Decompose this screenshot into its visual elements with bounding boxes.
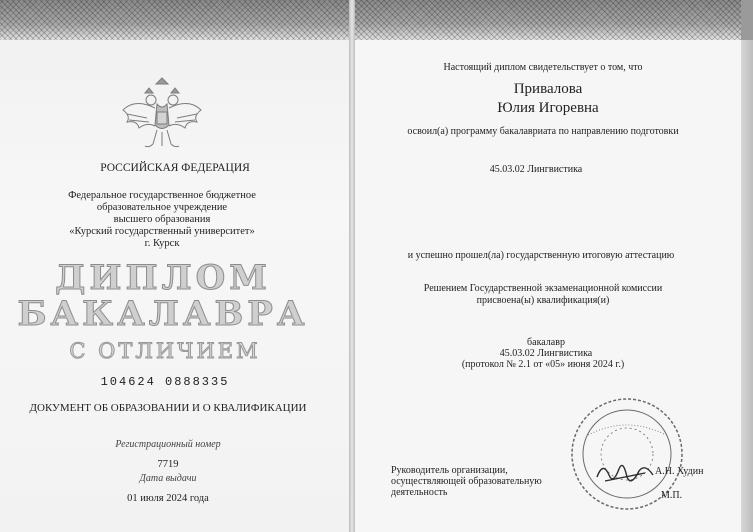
diploma-title: ДИПЛОМ bbox=[55, 258, 271, 298]
serial-number: 104624 0888335 bbox=[100, 375, 230, 389]
director-title-line-3: деятельность bbox=[391, 487, 448, 498]
institution-line-2: образовательное учреждение bbox=[96, 202, 228, 213]
director-name: А.Н. Худин bbox=[655, 466, 704, 477]
commission-decision-line-2: присвоена(ы) квалификация(и) bbox=[476, 295, 610, 306]
qualification-degree: бакалавр bbox=[527, 337, 565, 348]
registration-number: 7719 bbox=[157, 459, 179, 470]
graduate-surname: Привалова bbox=[513, 81, 583, 97]
honors-label: С ОТЛИЧИЕМ bbox=[69, 339, 261, 363]
diploma-content-page bbox=[355, 0, 741, 532]
issue-date-label: Дата выдачи bbox=[139, 473, 197, 484]
stamp-place-label: М.П. bbox=[661, 490, 683, 501]
institution-line-4: «Курский государственный университет» bbox=[69, 226, 255, 237]
institution-line-3: высшего образования bbox=[113, 214, 211, 225]
intro-text: Настоящий диплом свидетельствует о том, что bbox=[443, 62, 643, 73]
institution-line-1: Федеральное государственное бюджетное bbox=[68, 190, 256, 201]
institution-line-5: г. Курск bbox=[144, 238, 180, 249]
director-title-line-1: Руководитель организации, bbox=[391, 465, 508, 476]
registration-label: Регистрационный номер bbox=[115, 439, 221, 450]
diploma-degree-title: БАКАЛАВРА bbox=[17, 294, 309, 334]
director-signature bbox=[593, 455, 661, 493]
protocol-text: (протокол № 2.1 от «05» июня 2024 г.) bbox=[461, 359, 625, 370]
document-type: ДОКУМЕНТ ОБ ОБРАЗОВАНИИ И О КВАЛИФИКАЦИИ bbox=[29, 402, 307, 414]
program-name: 45.03.02 Лингвистика bbox=[489, 164, 583, 175]
coat-of-arms-emblem bbox=[117, 70, 207, 156]
attestation-text: и успешно прошел(ла) государственную итоговую аттестацию bbox=[407, 250, 675, 261]
graduate-name: Юлия Игоревна bbox=[497, 100, 599, 116]
country-name: РОССИЙСКАЯ ФЕДЕРАЦИЯ bbox=[100, 162, 250, 174]
security-pattern-strip bbox=[355, 0, 741, 40]
program-mastered-text: освоил(а) программу бакалавриата по направлению подготовки bbox=[407, 126, 679, 137]
diploma-cover-page bbox=[0, 0, 349, 532]
director-title-line-2: осуществляющей образовательную bbox=[391, 476, 542, 487]
qualification-program: 45.03.02 Лингвистика bbox=[499, 348, 593, 359]
binding-edge bbox=[741, 0, 753, 532]
commission-decision-line-1: Решением Государственной экзаменационной комиссии bbox=[423, 283, 663, 294]
security-pattern-strip bbox=[0, 0, 349, 40]
issue-date: 01 июля 2024 года bbox=[127, 493, 209, 504]
